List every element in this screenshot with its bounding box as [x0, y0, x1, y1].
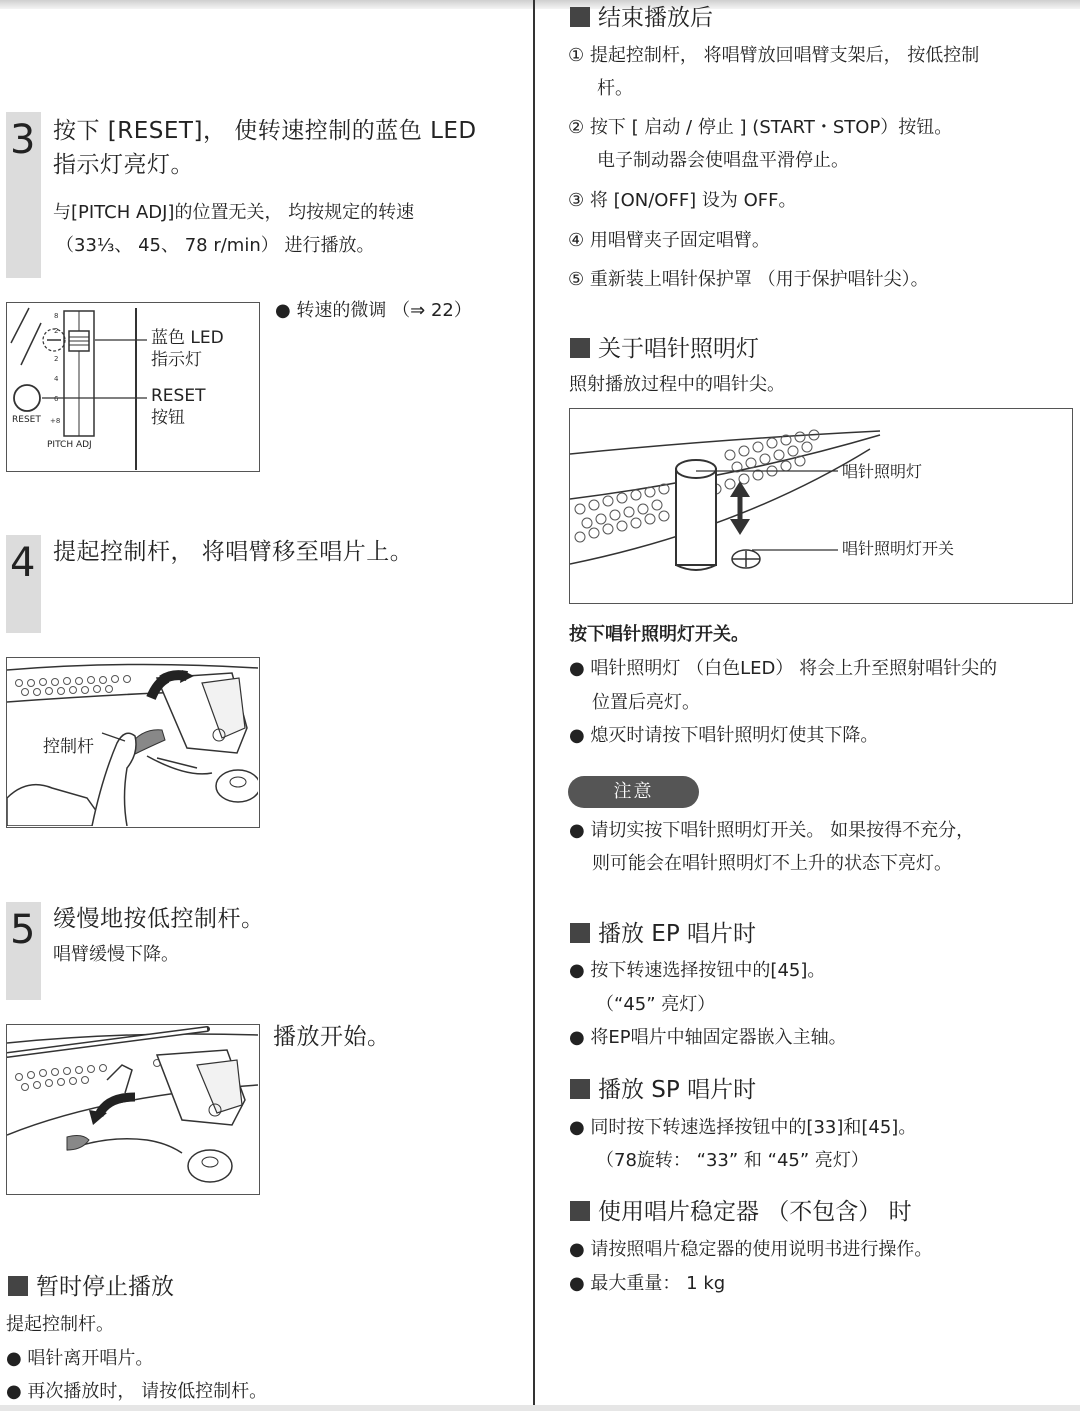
sp-bullet1-line2: （78旋转： “33” 和 “45” 亮灯） — [596, 1150, 869, 1171]
svg-text:8: 8 — [54, 312, 59, 320]
note-bullet-line2: 则可能会在唱针照明灯不上升的状态下亮灯。 — [592, 853, 952, 874]
svg-text:+8: +8 — [50, 417, 61, 425]
fig-label-reset-1: RESET — [151, 386, 206, 406]
pause-bullet1: ● 唱针离开唱片。 — [6, 1348, 154, 1369]
pause-heading-text: 暂时停止播放 — [36, 1274, 174, 1300]
fig-small-pitch-text: PITCH ADJ — [47, 440, 92, 450]
sp-bullet1-line1: ● 同时按下转速选择按钮中的[33]和[45]。 — [569, 1117, 917, 1138]
lever-lower-figure — [6, 1024, 260, 1195]
fig-label-led-1: 蓝色 LED — [151, 328, 224, 348]
step-3-title-line2: 指示灯亮灯。 — [53, 152, 194, 178]
fig-label-reset-2: 按钮 — [151, 408, 185, 428]
stabilizer-heading-text: 使用唱片稳定器 （不包含） 时 — [598, 1199, 912, 1225]
heading-square-icon — [570, 338, 590, 358]
ep-bullet1-line2: （“45” 亮灯） — [596, 994, 716, 1015]
step-4-title: 提起控制杆， 将唱臂移至唱片上。 — [53, 539, 414, 565]
fig-label-led-2: 指示灯 — [151, 350, 202, 370]
ep-heading-text: 播放 EP 唱片时 — [598, 921, 757, 947]
light-bullet1-line2: 位置后亮灯。 — [592, 692, 700, 713]
heading-square-icon — [8, 1276, 28, 1296]
step-3-desc-line1: 与[PITCH ADJ]的位置无关， 均按规定的转速 — [53, 202, 415, 223]
light-bullet1-line1: ● 唱针照明灯 （白色LED） 将会上升至照射唱针尖的 — [569, 658, 998, 679]
pitch-fine-tune-bullet: ● 转速的微调 （⇒ 22） — [275, 300, 472, 321]
end-item1-line2: 杆。 — [597, 78, 633, 99]
light-desc: 照射播放过程中的唱针尖。 — [569, 374, 785, 395]
step-4-number: 4 — [10, 540, 36, 586]
stabilizer-bullet2: ● 最大重量： 1 kg — [569, 1273, 726, 1294]
ep-bullet1-line1: ● 按下转速选择按钮中的[45]。 — [569, 960, 826, 981]
end-item2-line2: 电子制动器会使唱盘平滑停止。 — [597, 150, 849, 171]
step-5-title: 缓慢地按低控制杆。 — [53, 906, 265, 932]
end-item3: ③ 将 [ON/OFF] 设为 OFF。 — [568, 190, 797, 211]
heading-square-icon — [570, 7, 590, 27]
column-divider — [533, 0, 535, 1411]
end-heading-text: 结束播放后 — [598, 5, 713, 31]
light-bullet2: ● 熄灭时请按下唱针照明灯使其下降。 — [569, 725, 879, 746]
step-5-number: 5 — [10, 907, 36, 953]
end-item4: ④ 用唱臂夹子固定唱臂。 — [568, 230, 770, 251]
end-item1-line1: ① 提起控制杆， 将唱臂放回唱臂支架后， 按低控制 — [568, 45, 980, 66]
pause-bullet2: ● 再次播放时， 请按低控制杆。 — [6, 1381, 268, 1402]
ep-heading — [570, 919, 756, 949]
end-heading — [570, 3, 713, 33]
ep-bullet2: ● 将EP唱片中轴固定器嵌入主轴。 — [569, 1027, 847, 1048]
step-3-title-line1: 按下 [RESET]， 使转速控制的蓝色 LED — [53, 118, 477, 144]
pause-heading — [8, 1272, 174, 1302]
pause-line1: 提起控制杆。 — [6, 1314, 114, 1335]
svg-text:2: 2 — [54, 327, 59, 335]
play-start-text: 播放开始。 — [273, 1024, 391, 1050]
light-bold-instruction: 按下唱针照明灯开关。 — [569, 624, 749, 645]
svg-text:2: 2 — [54, 355, 59, 363]
pitch-adj-figure — [6, 302, 260, 472]
svg-text:4: 4 — [54, 375, 59, 383]
end-item2-line1: ② 按下 [ 启动 / 停止 ] (START・STOP）按钮。 — [568, 117, 953, 138]
heading-square-icon — [570, 1079, 590, 1099]
heading-square-icon — [570, 1201, 590, 1221]
fig-label-stylus-light: 唱针照明灯 — [842, 462, 923, 481]
svg-text:6: 6 — [54, 395, 59, 403]
light-heading-text: 关于唱针照明灯 — [598, 336, 759, 362]
top-edge — [0, 0, 1080, 9]
sp-heading-text: 播放 SP 唱片时 — [598, 1077, 757, 1103]
stabilizer-bullet1: ● 请按照唱片稳定器的使用说明书进行操作。 — [569, 1239, 933, 1260]
fig-label-stylus-light-switch: 唱针照明灯开关 — [842, 539, 955, 558]
sp-heading — [570, 1075, 756, 1105]
fig-small-reset-text: RESET — [12, 415, 41, 425]
note-bullet-line1: ● 请切实按下唱针照明灯开关。 如果按得不充分， — [569, 820, 975, 841]
lever-raise-figure — [6, 657, 260, 828]
light-heading — [570, 334, 759, 364]
stabilizer-heading — [570, 1197, 912, 1227]
step-3-number: 3 — [10, 117, 36, 163]
step-5-desc: 唱臂缓慢下降。 — [53, 944, 179, 965]
stylus-light-drawing — [570, 409, 1071, 602]
note-badge: 注意 — [568, 776, 699, 808]
stylus-light-figure — [569, 408, 1073, 604]
step-3-desc-line2: （33⅓、 45、 78 r/min） 进行播放。 — [56, 235, 375, 256]
fig-label-lever: 控制杆 — [43, 737, 94, 757]
end-item5: ⑤ 重新装上唱针保护罩 （用于保护唱针尖）。 — [568, 269, 929, 290]
heading-square-icon — [570, 923, 590, 943]
lever-lower-drawing — [7, 1025, 258, 1193]
